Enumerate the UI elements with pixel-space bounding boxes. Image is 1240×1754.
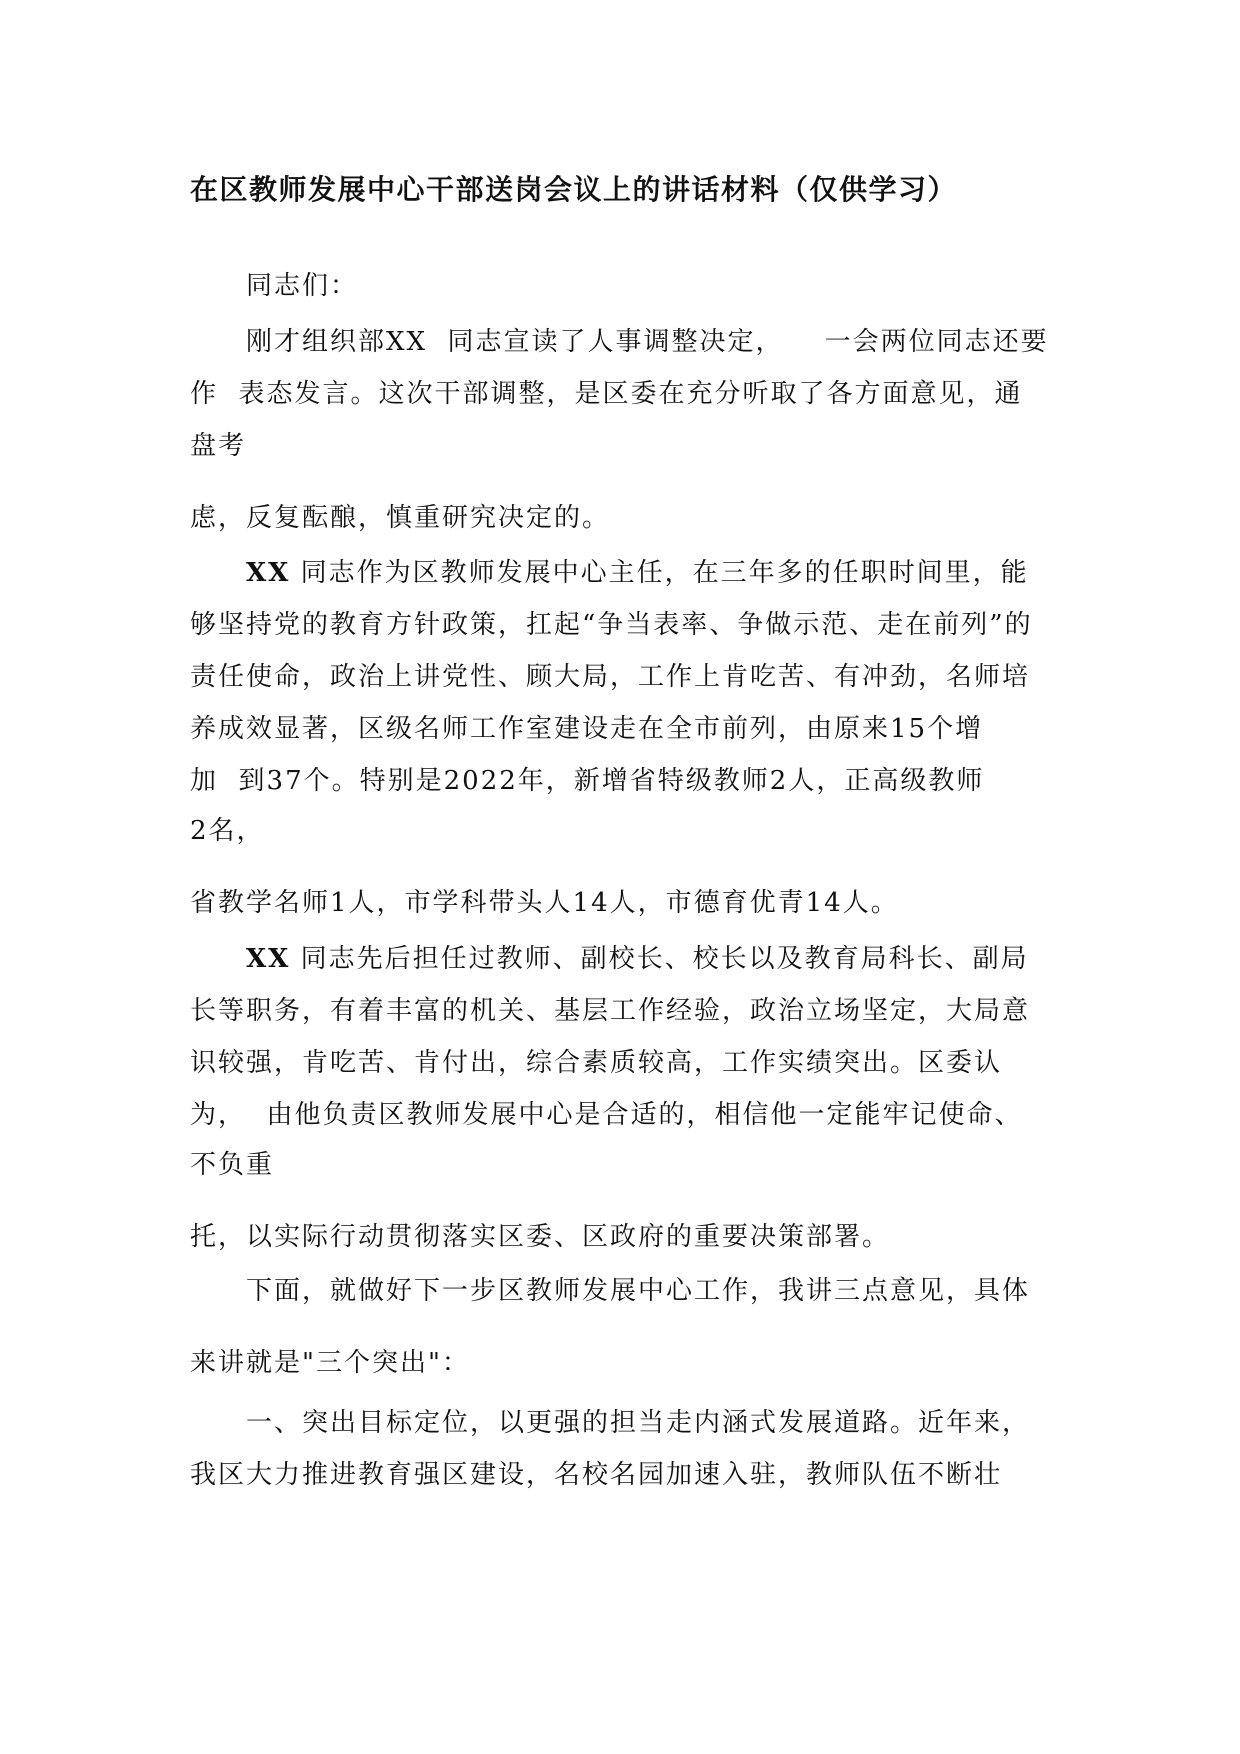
paragraph-line: 作 表态发言。这次干部调整，是区委在充分听取了各方面意见，通	[190, 379, 1023, 409]
paragraph-line: 刚才组织部XX 同志宣读了人事调整决定， 一会两位同志还要	[246, 327, 1049, 357]
paragraph-line-text: 同志作为区教师发展中心主任，在三年多的任职时间里，能	[290, 558, 1029, 588]
paragraph-line: 下面，就做好下一步区教师发展中心工作，我讲三点意见，具体	[246, 1276, 1031, 1306]
paragraph-line: 盘考	[190, 431, 247, 461]
paragraph-line: 不负重	[190, 1150, 275, 1180]
paragraph-line: 加 到37个。特别是2022年，新增省特级教师2人，正高级教师	[190, 766, 985, 796]
paragraph-line: 2名，	[190, 816, 265, 846]
paragraph-line: 省教学名师1人，市学科带头人14人，市德育优青14人。	[190, 888, 899, 918]
paragraph-line: 够坚持党的教育方针政策，扛起“争当表率、争做示范、走在前列”的	[190, 610, 1033, 640]
paragraph-line: 长等职务，有着丰富的机关、基层工作经验，政治立场坚定，大局意	[190, 996, 1031, 1026]
paragraph-line: 一、突出目标定位，以更强的担当走内涵式发展道路。近年来，	[246, 1408, 1031, 1438]
paragraph-line: 我区大力推进教育强区建设，名校名园加速入驻，教师队伍不断壮	[190, 1460, 1003, 1490]
paragraph-line: 虑，反复酝酿，慎重研究决定的。	[190, 503, 611, 533]
paragraph-line: 识较强，肯吃苦、肯付出，综合素质较高，工作实绩突出。区委认	[190, 1048, 1003, 1078]
paragraph-line-text: 同志先后担任过教师、副校长、校长以及教育局科长、副局	[290, 944, 1029, 974]
name-placeholder: XX	[246, 558, 291, 588]
paragraph-line: 为， 由他负责区教师发展中心是合适的，相信他一定能牢记使命、	[190, 1100, 1023, 1130]
name-placeholder: XX	[246, 944, 291, 974]
paragraph-line: 养成效显著，区级名师工作室建设走在全市前列，由原来15个增	[190, 714, 984, 744]
paragraph-line: 责任使命，政治上讲党性、顾大局，工作上肯吃苦、有冲劲，名师培	[190, 662, 1031, 692]
document-title: 在区教师发展中心干部送岗会议上的讲话材料（仅供学习）	[190, 173, 958, 206]
salutation: 同志们：	[246, 271, 359, 301]
paragraph-line: 来讲就是"三个突出"：	[190, 1348, 470, 1378]
paragraph-line	[246, 941, 1029, 977]
paragraph-line	[246, 555, 1029, 591]
paragraph-line: 托，以实际行动贯彻落实区委、区政府的重要决策部署。	[190, 1222, 891, 1252]
